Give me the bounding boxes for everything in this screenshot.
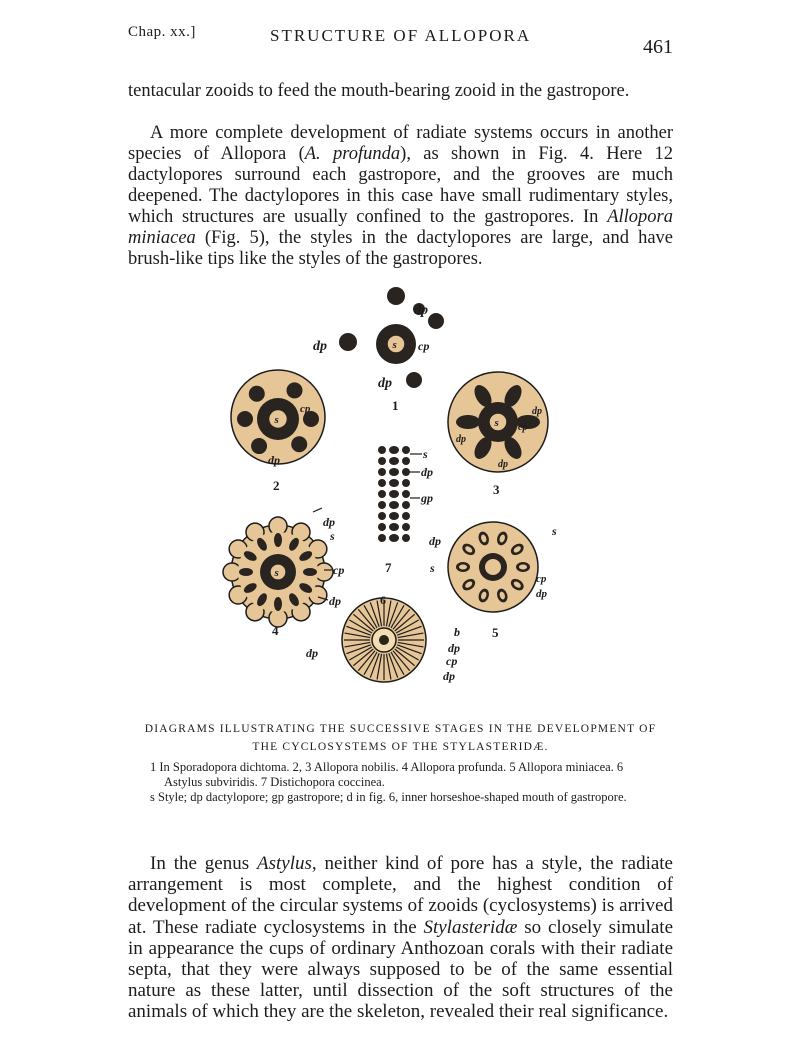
dp-label: dp: [456, 434, 466, 445]
gastropore-icon: [389, 490, 399, 498]
dactylopore-icon: [287, 382, 303, 398]
dactylopore-icon: [378, 446, 386, 454]
dactylopore-icon: [251, 438, 267, 454]
dactylopore-icon: [378, 490, 386, 498]
gastropore-icon: [389, 468, 399, 476]
text-run: A more complete development of radiate systems occurs in another species of Allopora (: [128, 122, 673, 164]
caption-title-line: THE CYCLOSYSTEMS OF THE STYLASTERIDÆ.: [252, 741, 549, 753]
dactylopore-icon: [402, 501, 410, 509]
dactylopore-icon: [456, 415, 480, 429]
style-icon: [519, 565, 527, 570]
cp-label: cp: [518, 422, 528, 433]
dp-label: dp: [329, 594, 341, 608]
s-label: s: [330, 529, 335, 543]
cp-label: cp: [300, 403, 311, 415]
dp-label: dp: [306, 646, 318, 660]
dp-label: dp: [323, 515, 335, 529]
figure-number-6: 6: [380, 593, 386, 607]
legend-line: s Style; dp dactylopore; gp gastropore; d in fig. 6, inner horseshoe-shaped mouth of gastropore.: [150, 790, 627, 804]
figure-number-7: 7: [385, 560, 392, 575]
dactylopore-icon: [237, 411, 253, 427]
dactylopore-icon: [402, 457, 410, 465]
dactylopore-icon: [274, 533, 282, 547]
style-label: s: [494, 417, 499, 429]
chapter-label: Chap. xx.]: [128, 24, 196, 40]
s-label: s: [423, 447, 428, 461]
dactylopore-icon: [402, 534, 410, 542]
dp-label: dp: [448, 641, 460, 655]
dactylopore-icon: [402, 446, 410, 454]
dactylopore-icon: [402, 490, 410, 498]
paragraph-astylus: [128, 853, 673, 1023]
family-name: Stylasteridæ: [423, 916, 518, 938]
style-icon: [459, 565, 467, 570]
s-label: s: [430, 561, 435, 575]
figure-caption-title: [128, 720, 673, 756]
cp-label: cp: [446, 654, 458, 668]
dp-label: dp: [313, 339, 327, 354]
paragraph-continuation: tentacular zooids to feed the mouth-bearing zooid in the gastropore.: [128, 80, 630, 101]
dp-label: dp: [498, 459, 508, 470]
dactylopore-icon: [428, 313, 444, 329]
genus-name: Astylus: [257, 853, 312, 874]
dactylopore-icon: [406, 372, 422, 388]
dp-label: dp: [414, 303, 428, 318]
label-line: [313, 508, 322, 512]
legend-line: 1 In Sporadopora dichtoma. 2, 3 Allopora nobilis. 4 Allopora profunda. 5 Allopora miniacea. 6 Astylus subviridis. 7 Distichopora coccinea.: [150, 760, 624, 789]
dactylopore-icon: [291, 436, 307, 452]
gastropore-icon: [389, 457, 399, 465]
dactylopore-icon: [378, 501, 386, 509]
dactylopore-icon: [339, 333, 357, 351]
b-label: b: [454, 625, 460, 639]
dp-label: dp: [443, 669, 455, 683]
gastropore-icon: [389, 512, 399, 520]
gp-label: gp: [421, 491, 433, 505]
page-number: 461: [643, 36, 673, 58]
caption-title-line: DIAGRAMS ILLUSTRATING THE SUCCESSIVE STAGES IN THE DEVELOPMENT OF: [144, 723, 657, 735]
dp-label: dp: [536, 588, 547, 600]
dp-label: dp: [268, 453, 280, 467]
figure-number-2: 2: [273, 478, 280, 493]
figure-legend: [150, 760, 660, 805]
dp-label: dp: [378, 376, 392, 391]
page-header: [128, 22, 673, 58]
style-label: s: [392, 339, 397, 351]
dactylopore-icon: [378, 523, 386, 531]
text-run: ), as shown in Fig. 4. Here 12 dactylopores surround each gastropore, and the grooves are much deepened. The dactylopores in this case have small rudimentary styles, which structures are usually confined to the gastropores. In: [128, 143, 673, 227]
cp-label: cp: [333, 563, 345, 577]
dactylopore-icon: [274, 597, 282, 611]
text-run: , neither kind of pore has a style, the radiate arrangement is most complete, and the highest condition of development of the circular systems of zooids (cyclosystems) is arrived at. These radiate cyclosystems in the: [128, 853, 673, 938]
figure-number-1: 1: [392, 398, 399, 413]
dactylopore-icon: [402, 479, 410, 487]
text-run: (Fig. 5), the styles in the dactylopores are large, and have brush-like tips like the styles of the gastropores.: [128, 227, 673, 269]
dactylopore-icon: [378, 468, 386, 476]
dp-label: dp: [429, 534, 441, 548]
dactylopore-icon: [378, 479, 386, 487]
cp-label: cp: [536, 573, 547, 585]
running-title: STRUCTURE OF ALLOPORA: [270, 26, 532, 45]
paragraph-allopora: [128, 123, 673, 270]
dactylopore-icon: [387, 287, 405, 305]
figures-group: [223, 287, 557, 683]
cyclosystem-diagrams: [218, 282, 588, 702]
dactylopore-icon: [402, 523, 410, 531]
species-name: Allopora miniacea: [128, 206, 673, 248]
figure-number-5: 5: [492, 625, 499, 640]
gastropore-icon: [389, 479, 399, 487]
dactylopore-icon: [249, 386, 265, 402]
cp-label: cp: [418, 339, 430, 353]
gastropore-icon: [389, 501, 399, 509]
dactylopore-icon: [402, 468, 410, 476]
dactylopore-icon: [303, 568, 317, 576]
species-name: A. profunda: [304, 143, 401, 164]
style-icon: [485, 559, 501, 575]
dp-label: dp: [421, 465, 433, 479]
figure-number-3: 3: [493, 482, 500, 497]
dactylopore-icon: [402, 512, 410, 520]
dp-label: dp: [532, 406, 542, 417]
gastropore-icon: [389, 446, 399, 454]
s-label: s: [552, 524, 557, 538]
figure-number-4: 4: [272, 623, 279, 638]
gastropore-icon: [389, 523, 399, 531]
mouth-icon: [379, 635, 389, 645]
dactylopore-icon: [378, 512, 386, 520]
style-label: s: [274, 567, 279, 579]
style-label: s: [274, 414, 279, 426]
gastropore-icon: [389, 534, 399, 542]
text-run: so closely simulate in appearance the cups of ordinary Anthozoan corals with their radiate septa, that they were always supposed to be of the same essential nature as these latter, until dissection of the soft structures of the animals of which they are the skeleton, revealed their real significance.: [128, 916, 673, 1023]
dactylopore-icon: [239, 568, 253, 576]
dactylopore-icon: [378, 534, 386, 542]
text-run: In the genus: [150, 853, 258, 874]
dactylopore-icon: [378, 457, 386, 465]
